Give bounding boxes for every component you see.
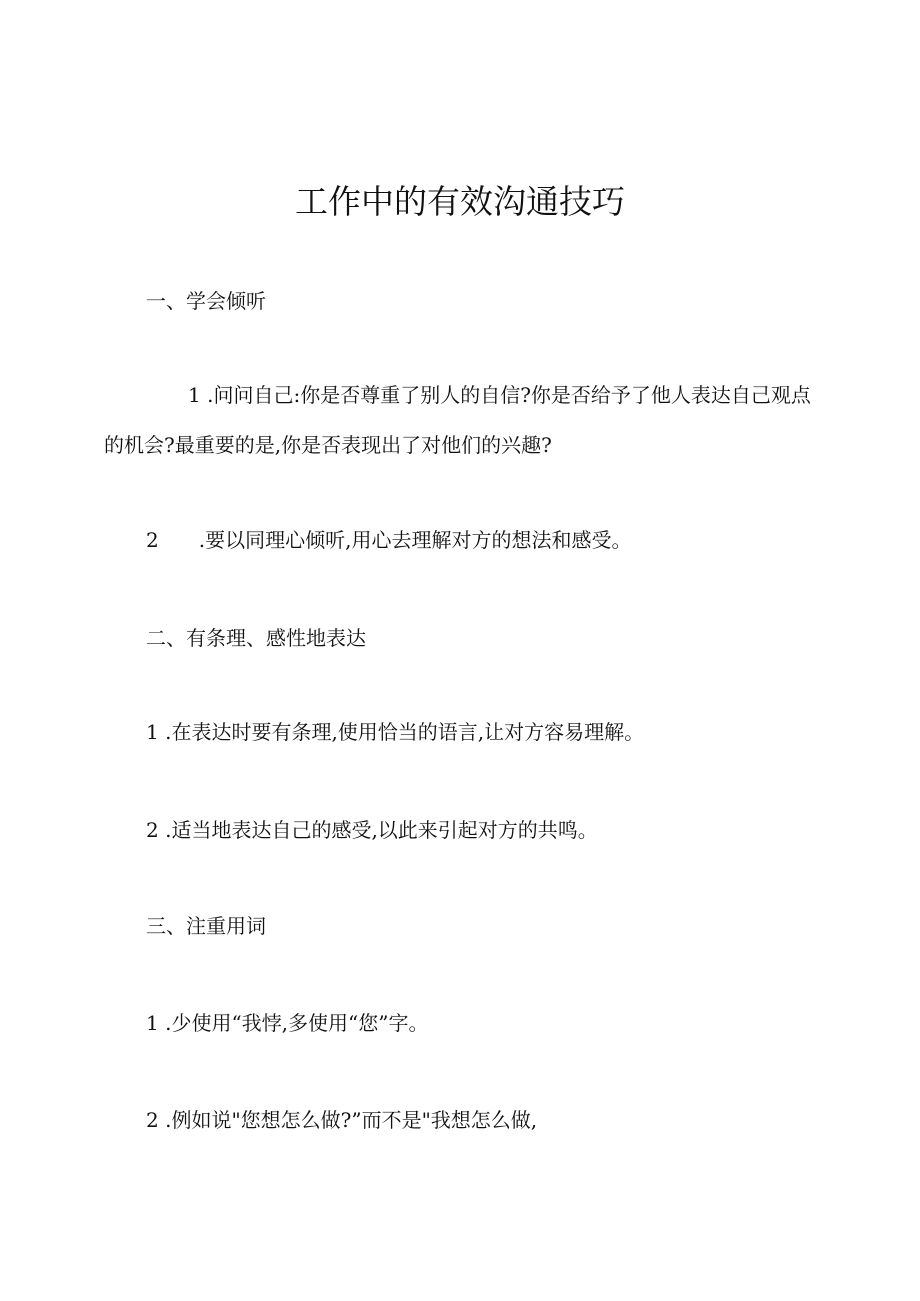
item-text: .问问自己:你是否尊重了别人的自信?你是否给予了他人表达自己观点的机会?最重要的是,你是否表现出了对他们的兴趣? <box>104 383 811 457</box>
paragraph-1-1 <box>104 370 824 470</box>
section-heading-1: 一、学会倾听 <box>146 289 266 313</box>
item-number: 1 <box>146 720 159 744</box>
section-heading-2: 二、有条理、感性地表达 <box>146 626 366 650</box>
item-text: .要以同理心倾听,用心去理解对方的想法和感受。 <box>198 528 632 552</box>
paragraph-3-2 <box>146 1105 537 1135</box>
paragraph-2-1 <box>146 717 644 747</box>
item-text: .少使用“我悖,多使用“您”字。 <box>165 1011 429 1035</box>
item-number: 1 <box>188 383 201 407</box>
paragraph-2-2 <box>146 815 598 845</box>
item-number: 2 <box>146 528 159 552</box>
item-number: 1 <box>146 1011 159 1035</box>
item-text: .适当地表达自己的感受,以此来引起对方的共鸣。 <box>165 818 598 842</box>
item-text: .例如说"您想怎么做?”而不是"我想怎么做, <box>165 1108 538 1132</box>
item-text: .在表达时要有条理,使用恰当的语言,让对方容易理解。 <box>165 720 645 744</box>
document-title: 工作中的有效沟通技巧 <box>295 182 625 221</box>
paragraph-3-1 <box>146 1008 428 1038</box>
paragraph-1-2 <box>146 525 631 555</box>
section-heading-3: 三、注重用词 <box>146 914 266 938</box>
item-number: 2 <box>146 1108 159 1132</box>
item-number: 2 <box>146 818 159 842</box>
